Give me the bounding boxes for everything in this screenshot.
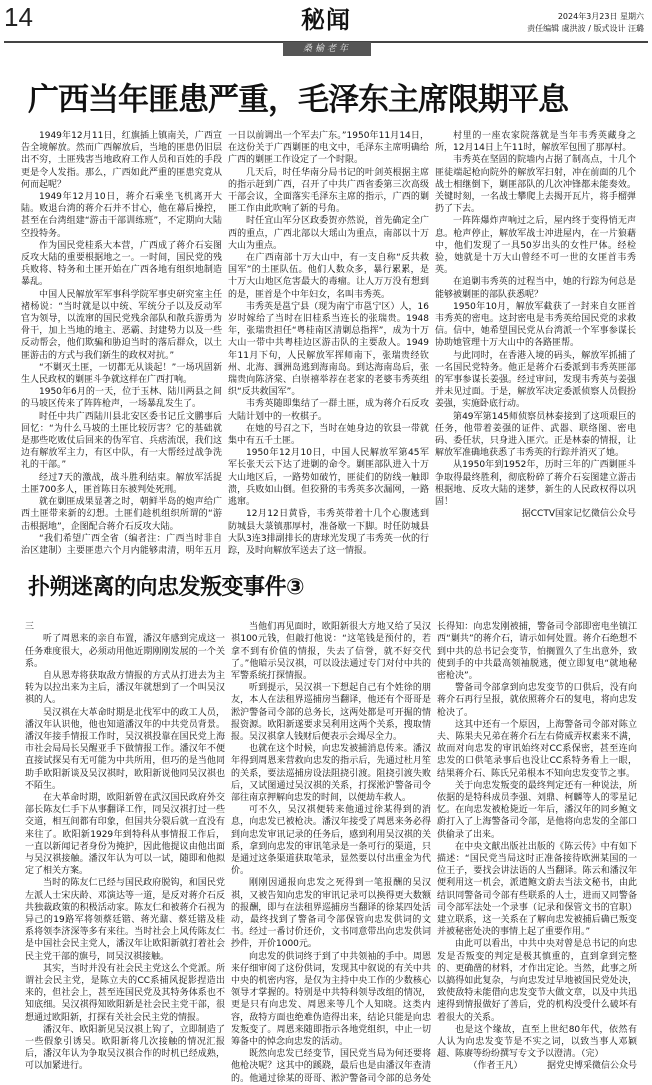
section-number: 三	[25, 622, 35, 633]
paragraph: 刚刚因通报向忠发之死得到一笔报酬的吴汉祺，又被告知向忠发的审讯记录可以换得更大数额的报酬，即与在法租界巡捕房当翻译的徐某四处活动，最终找到了警备司令部保管向忠发供词的文书。经过一番讨价还价，文书同意带出向忠发供词抄件，开价1000元。	[231, 878, 431, 950]
paragraph: 中国人民解放军军事科学院军事史研究室主任褚杨说：“当时就是以中统、军统分子以及反动军官为领导，以流窜的国民党残余部队和散兵游勇为骨干，加上当地的地主、恶霸、封建势力以及一些反动帮会，他们欺骗和胁迫当时的落后群众，以土匪游击的方式与我们新生的政权对抗。”	[21, 289, 222, 361]
paragraph: 其实，当时并没有社会民主党这么个党派。所谓社会民主党，是陈立夫的CC系捕风捉影捏造出来的，但社会上，甚至连国民党及其特务体系也不知底细。吴汉祺得知欧阳新是社会民主党干部，很想通过欧阳新，打探有关社会民主党的情报。	[25, 963, 225, 1023]
paragraph: 村里的一座农家院落就是当年韦秀英藏身之所，12月14日上午11时，解放军包围了那厚村。	[435, 131, 636, 154]
section-title: 秘闻	[301, 6, 351, 34]
masthead	[0, 0, 652, 60]
paragraph: 听了周恩来的亲自布置，潘汉年感到完成这一任务难度很大，必须动用他近期刚刚发展的一个关系。	[25, 634, 225, 669]
paragraph: 韦秀英在坚固的院墙内占据了制高点，十几个匪徒端起枪向院外的解放军扫射，冲在前面的几个战士相继倒下，剿匪部队的几次冲锋都未能奏效。关键时刻，一名战士攀爬上去揭开瓦片，将手榴弹扔了下去。	[435, 155, 636, 215]
paragraph: 在广西南部十万大山中，有一支自称“反共救国军”的土匪队伍。他们人数众多，暴行累累，是十万大山地区危害最大的毒瘤。让人万万没有想到的是，匪首是个中年妇女，名叫韦秀英。	[228, 253, 429, 300]
paragraph: 自从恩寿将获取敌方情报的方式从打进去为主转为以拉出来为主后，潘汉年就想到了一个叫吴汉祺的人。	[25, 670, 225, 706]
paragraph: 1950年10月，解放军截获了一封来自女匪首韦秀英的密电。这封密电是韦秀英给国民党的求救信。信中，她希望国民党从台湾派一个军事参谋长协助她管理十万大山中的各路匪帮。	[435, 301, 636, 349]
paragraph: “不剿灭土匪，一切都无从谈起！”一场巩固新生人民政权的剿匪斗争就这样在广西打响。	[21, 362, 222, 386]
article1-headline: 广西当年匪患严重，毛泽东主席限期平息	[28, 82, 568, 118]
article2-headline: 扑朔迷离的向忠发叛变事件③	[28, 575, 305, 601]
paragraph: 这其中还有一个原因，上海警备司令部对陈立夫、陈果夫兄弟在蒋介石左右倚威弄权素来不满，故而对向忠发的审讯始终对CC系保密，甚至连向忠发的口供笔录事后也没让CC系特务看上一眼，结果蒋介石、陈氏兄弟根本不知向忠发变节之事。	[437, 719, 637, 779]
article2-source: 据党史博采微信公众号	[546, 1061, 637, 1072]
paragraph: 1949年12月10日，蒋介石乘坐飞机离开大陆。败退台湾的蒋介石并不甘心，他在幕后操控，甚至在台湾组建“游击干部训练班”，不定期向大陆空投特务。	[21, 192, 222, 239]
paragraph: 几天后，时任华南分局书记的叶剑英根据主席的指示赶到广西，召开了中共广西省委第三次高级干部会议，全面落实毛泽东主席的指示，广西的剿匪工作由此吹响了新的号角。	[228, 167, 429, 215]
paragraph: 1950年6月的一天，位于玉林、陆川两县之间的马坡区传来了阵阵枪声，一场暴乱发生了。	[21, 387, 222, 410]
paragraph: “我们希望广西全省（编者注：广西当时非自治区建制）主要匪患六个月内能够肃清，明年五月一日以前调出一个军去广东。”1950年11月14日，在这份关于广西剿匪的电文中，毛泽东主席明确给广西的剿匪工作设定了一个时限。	[21, 131, 429, 556]
paragraph: 当时的陈友仁已经与国民政府脱钩，和国民党左派人士宋庆龄、邓演达等一道，是反对蒋介石反共独裁政策的积极活动家。陈友仁和被蒋介石视为异己的19路军将领蔡廷锴、蒋光鼐、蔡廷锴及桂系将领李济深等多有来往。当时社会上风传陈友仁是中国社会民主党人，潘汉年让欧阳新就打着社会民主党干部的旗号，同吴汉祺接触。	[25, 878, 225, 962]
article1-body	[21, 130, 636, 557]
paragraph: 时任宜山军分区政委贺亦然说，首先确定全广西的重点，广西北部以大瑶山为重点，南部以十万大山为重点。	[228, 216, 429, 251]
paragraph: 就在剿匪成果显著之时，朝鲜半岛的炮声给广西土匪带来新的幻想。土匪们趁机组织所谓的“游击根据地”，企图配合蒋介石反攻大陆。	[21, 497, 222, 532]
paragraph: 既然向忠发已经变节，国民党当局为何还要将他枪决呢？这其中的蹊跷，最后也是由潘汉年查清的。他通过徐某的哥哥、淞沪警备司令部的总务处长得知：向忠发刚被捕，警备司令部即密电坐镇江西“剿共”的蒋介石，请示如何处置。蒋介石绝想不到中共的总书记会变节，怕搁置久了生出意外，致使到手的中共最高领袖脱逃，便立即复电“就地秘密枪决”。	[231, 622, 637, 1084]
paragraph: 一阵阵爆炸声响过之后，屋内终于变得悄无声息。枪声停止，解放军战士冲进屋内，在一片狼藉中，他们发现了一具50岁出头的女性尸体。经检验，她就是十万大山曾经不可一世的女匪首韦秀英。	[435, 216, 636, 276]
paragraph: 与此同时，在香港入境的码头，解放军抓捕了一名国民党特务。他正是蒋介石委派到韦秀英匪部的军事参谋长姜强。经过审问，发现韦秀英与姜强并未见过面。于是，解放军决定委派侦察人员假扮姜强，实施卧底行动。	[435, 350, 636, 410]
paragraph: 当他们再见面时，欧阳新很大方地又给了吴汉祺100元钱，但敲打他说：“这笔钱是预付的，若拿不到有价值的情报，失去了信誉，就不好交代了。”他暗示吴汉祺，可以设法通过专门对付中共的军警系统打探情报。	[231, 622, 431, 681]
paragraph: 从1950年到1952年，历时三年的广西剿匪斗争取得最终胜利，彻底粉碎了蒋介石妄图建立游击根据地、反攻大陆的迷梦，新生的人民政权得以巩固！	[435, 460, 636, 508]
paragraph: 在她的号召之下，当时在她身边的钦县一带就集中有五千土匪。	[228, 423, 429, 447]
paragraph: 1950年12月10日，中国人民解放军第45军军长张天云下达了进剿的命令。剿匪部队进入十万大山地区后，一路势如破竹，匪徒们的防线一触即溃，兵败如山倒。但狡猾的韦秀英多次漏网，一路逃窜。	[228, 448, 429, 508]
page-number: 14	[4, 2, 33, 32]
section-badge-logo: 桑榆老年	[283, 42, 371, 56]
paragraph: 听到提示，吴汉祺一下想起自己有个姓徐的朋友，本人在法租界巡捕房当翻译，他还有个哥哥是淞沪警备司令部的总务长，这两处都是可开掘的情报资源。欧阳新遂要求吴利用这两个关系，搜取情报。吴汉祺拿人钱财后便表示会竭尽全力。	[231, 683, 431, 742]
paragraph: 也是这个缘故，直至上世纪80年代，依然有人认为向忠发变节是不实之词，以致当事人邓颖超、陈赓等纷纷撰写专文予以澄清。（完）	[437, 1024, 637, 1060]
article2-author: （作者王凡）	[468, 1061, 523, 1072]
dateline	[527, 11, 644, 35]
paragraph: 12月12日黄昏，韦秀英带着十几个心腹逃到防城县大菉镇那厚村，准备歇一下脚。时任防城县大队3连3排副排长的唐球光发现了韦秀英一伙的行踪，及时向解放军送去了这一情报。	[228, 509, 429, 556]
paragraph: 作为国民党桂系大本营，广西成了蒋介石妄图反攻大陆的重要根据地之一。一时间，国民党的残兵败将、特务和土匪开始在广西各地有组织地制造暴乱。	[21, 240, 222, 288]
paragraph: 1949年12月11日，红旗插上镇南关，广西宣告全境解放。然而广西解放后，当地的匪患仍旧层出不穷，土匪残害当地政府工作人员和百姓的手段更是令人发指。那么，广西如此严重的匪患究竟从何而起呢？	[21, 131, 222, 190]
issue-date: 2024年3月23日 星期六	[557, 12, 644, 21]
paragraph: 韦秀英是邕宁县（现为南宁市邕宁区）人，16岁时嫁给了当时在旧桂系当连长的张瑞贵。1948年，张瑞贵担任“粤桂南区清剿总指挥”，成为十万大山一带中共粤桂边区游击队的主要敌人。1949年11月下旬，人民解放军挥师南下，张瑞贵经钦州、北海、涠洲岛逃到海南岛。到达海南岛后，张瑞贵向陈济棠、白崇禧举荐在老家的老婆韦秀英组织“反共救国军”。	[228, 301, 429, 398]
editor-credits: 责任编辑 虞洪波 / 版式设计 汪璐	[527, 24, 644, 33]
paragraph: 潘汉年、欧阳新见吴汉祺上钩了，立即制造了一些假象引诱吴。欧阳新将几次接触的情况汇报后，潘汉年认为争取吴汉祺合作的时机已经成熟，可以加紧进行。	[25, 1024, 225, 1072]
paragraph: 第49军第145师侦察员林泰接到了这项艰巨的任务，他带着姜强的证件、武器、联络图、密电码、委任状，只身进入匪穴。正是林泰的情报，让解放军准确地获悉了韦秀英的行踪并消灭了她。	[435, 411, 636, 459]
paragraph: 吴汉祺在大革命时期是北伐军中的政工人员，潘汉年认识他，他也知道潘汉年的中共党员背景。潘汉年接手情报工作时，吴汉祺投靠在国民党上海市社会局局长吴醒亚手下做情报工作。潘汉年不便直接试探吴有无可能为中共所用，但巧的是当他同助手欧阳新谈及吴汉祺时，欧阳新说他同吴汉祺也不陌生。	[25, 707, 225, 791]
paragraph: 韦秀英随即集结了一群土匪，成为蒋介石反攻大陆计划中的一枚棋子。	[228, 399, 429, 422]
paragraph: 警备司令部拿到向忠发变节的口供后，没有向蒋介石再行呈报，就依照蒋介石的复电，将向忠发枪决了。	[437, 683, 637, 718]
article2-footer	[437, 1060, 637, 1072]
paragraph: 经过7天的激战，战斗胜利结束。解放军活捉土匪700多人，匪首陈日东被判处死刑。	[21, 472, 222, 495]
paragraph: 在中央文献出版社出版的《陈云传》中有如下描述：“国民党当局这时正准备接待欧洲某国的一位王子，要找会讲法语的人当翻译。陈云和潘汉年便利用这一机会，派遣鲍文蔚去当法文秘书，由此结识同警备司令部有些联系的人士，进而又同警备司令部军法处一个录事（记录和保管文书的官职）建立联系，这一关系在了解向忠发被捕后确已叛变并被秘密处决的事情上起了重要作用。”	[437, 841, 637, 938]
paragraph: 向忠发的供词终于到了中共领袖的手中。周恩来仔细审阅了这份供词，发现其中叙说的有关中共中央的机密内容，是仅为主持中央工作的少数核心领导才掌握的。特别是中共特科领导改组的情况，更是只有向忠发、周恩来等几个人知晓。这类内容，敌特方面也绝难伪造得出来，结论只能是向忠发叛变了。周恩来随即指示各地党组织，中止一切筹备中的悼念向忠发的活动。	[231, 951, 431, 1048]
paragraph: 也就在这个时候，向忠发被捕消息传来。潘汉年得到周恩来营救向忠发的指示后，先通过杜月笙的关系，要法巡捕房设法阻挠引渡。阻挠引渡失败后，又试图通过吴汉祺的关系，打探淞沪警备司令部往南京押解向忠发的时间，以便劫车救人。	[231, 744, 431, 803]
paragraph: 在大革命时期，欧阳新曾在武汉国民政府外交部长陈友仁手下从事翻译工作，同吴汉祺打过一些交道，相互间都有印象，但国共分裂后就一直没有来往了。欧阳新1929年到特科从事情报工作后，一直以新闻记者身份为掩护，因此他提议由他出面与吴汉祺接触。潘汉年认为可以一试，随即和他拟定了相关方案。	[25, 792, 225, 877]
article2-body	[25, 621, 637, 1085]
paragraph: 在追剿韦秀英的过程当中，她的行踪为何总是能够被剿匪的部队获悉呢？	[435, 277, 636, 300]
paragraph: 时任中共广西陆川县北安区委书记丘文鹏事后回忆：“为什么马坡的土匪比较厉害？它的基础就是那些吃败仗后回来的伪军官、兵痞流氓，我们这边有解放军主力，有区中队，有一大帮经过战争洗礼的干部。”	[21, 411, 222, 471]
article1-source: 据CCTV国家记忆微信公众号	[521, 509, 636, 520]
paragraph: 由此可以看出，中共中央对曾是总书记的向忠发是否叛变的判定是极其慎重的，直到拿到完整的、更确凿的材料，才作出定论。当然，此事之所以搞得如此复杂，与向忠发过早地被国民党处决，致使敌特未能借向忠发变节大做文章，以及中共迅速得到情报做好了善后，党的机构没受什么破坏有着很大的关系。	[437, 939, 637, 1023]
paragraph: 可不久，吴汉祺便转来他通过徐某得到的消息，向忠发已被枪决。潘汉年接受了周恩来务必得到向忠发审讯记录的任务后，感到利用吴汉祺的关系，拿到向忠发的审讯笔录是一条可行的渠道，只是通过这条渠道获取笔录，显然要以付出重金为代价。	[231, 805, 431, 877]
paragraph: 关于向忠发叛变的最终判定还有一种说法，所依据的是特科成员李强、刘鼎、柯麟等人的零星记忆。在向忠发被枪毙近一年后，潘汉年的同乡鲍文蔚打入了上海警备司令部，是他将向忠发的全部口供偷录了出来。	[437, 780, 637, 840]
